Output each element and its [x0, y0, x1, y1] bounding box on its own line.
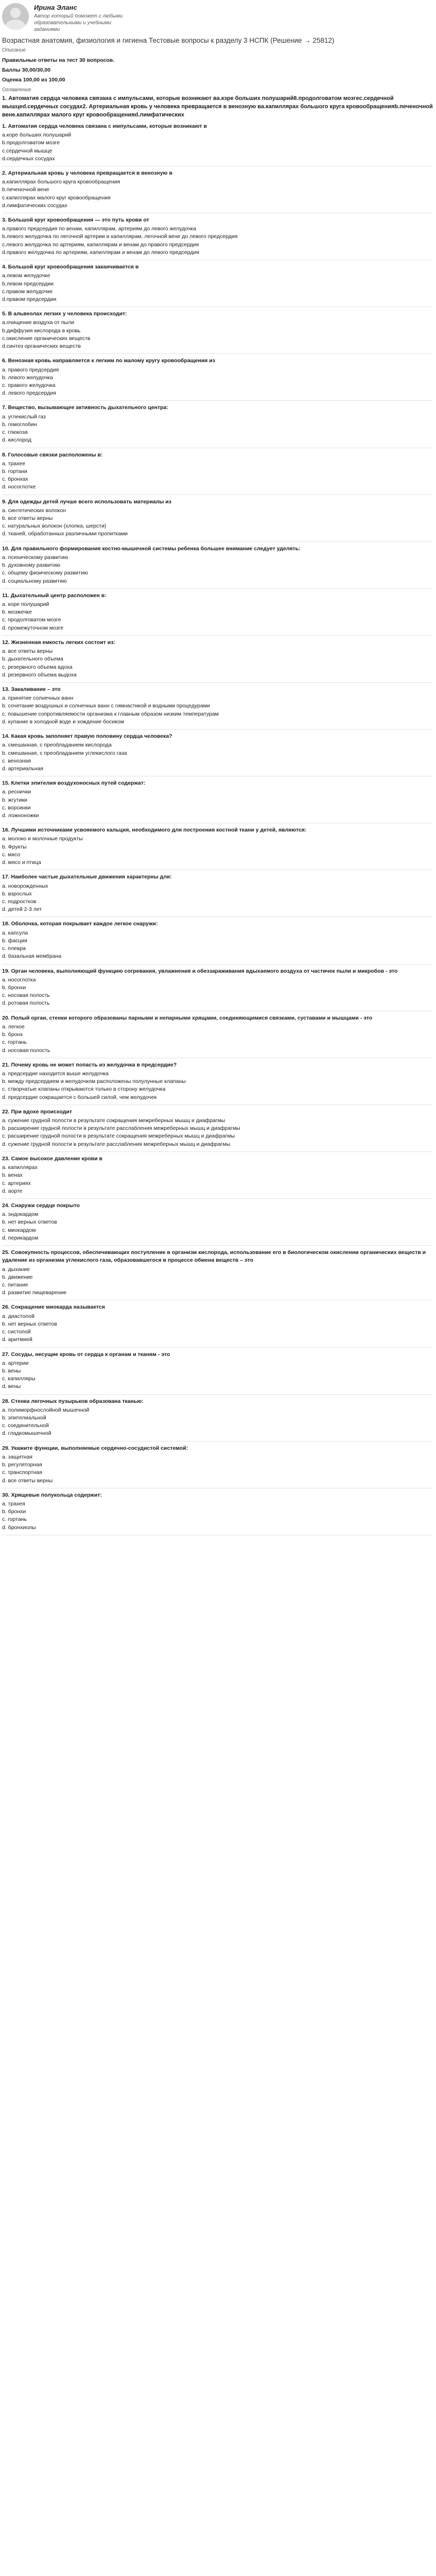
answer-option: b. нет верных ответов [2, 1219, 57, 1226]
answer-option: c. соединительной [2, 1422, 49, 1429]
answer-option: d. кислород [2, 437, 32, 444]
answer-option: c. венозная [2, 757, 31, 764]
page-title: Возрастная анатомия, физиология и гигиена Тестовые вопросы к разделу 3 НСПК (Решение → 25812) [2, 36, 335, 44]
answer-option: c. бронхах [2, 476, 28, 483]
divider [2, 682, 433, 683]
answer-option: c. транспортная [2, 1469, 42, 1476]
question-title: 2. Артериальная кровь у человека превращается в венозную в [2, 170, 172, 176]
answer-option: d. промежуточном мозге [2, 624, 64, 631]
answer-option: b.печеночной вене [2, 187, 49, 193]
answer-option: c. мясо [2, 851, 21, 858]
answer-option: a. артерии [2, 1360, 29, 1366]
answer-option: a. капсула [2, 929, 28, 936]
question-title: 24. Снаружи сердце покрыто [2, 1202, 80, 1209]
answer-option: d. социальному развитию [2, 578, 67, 584]
answer-option: d. вены [2, 1383, 21, 1390]
question-title: 12. Жизненная емкость легких состоит из: [2, 639, 115, 646]
answer-option: d. гладкомышечной [2, 1430, 51, 1437]
question-title: 25. Совокупность процессов, обеспечивающих поступление в организм кислорода, использование его в биологическом окислении органических веществ и удаление из организма углекислого газа, образовавшегося в процессе обмена веществ – это [2, 1249, 426, 1264]
answer-option: d. предсердие сокращается с большей силой, чем желудочек [2, 1094, 157, 1100]
question-title: 8. Голосовые связки расположены в: [2, 451, 103, 458]
answer-option: b. бронхи [2, 1509, 26, 1515]
answer-option: a. носоглотка [2, 976, 36, 983]
answer-option: c. створчатые клапаны открываются только в сторону желудочка [2, 1086, 166, 1093]
grade-line: Оценка 100,00 из 100,00 [2, 77, 65, 83]
answer-option: a. правого предсердия [2, 366, 59, 373]
toc-label: Оглавление [2, 87, 31, 93]
question-title: 9. Для одежды детей лучше всего использовать материалы из [2, 498, 171, 505]
question-block [2, 310, 433, 354]
question-block [2, 1249, 433, 1300]
answer-option: d. аритмией [2, 1336, 32, 1343]
answer-option: b. все ответы верны [2, 515, 53, 522]
answer-option: d. ложноножки [2, 812, 39, 819]
question-title: 7. Вещество, вызывающее активность дыхательного центра: [2, 404, 168, 411]
answer-option: c. глюкоза [2, 429, 28, 436]
question-title: 3. Большой круг кровообращения — это путь крови от [2, 217, 149, 224]
answer-option: c. гортань [2, 1039, 27, 1046]
answer-option: b.левом предсердии [2, 280, 54, 287]
question-block [2, 123, 433, 166]
description-label: Описание [2, 47, 26, 54]
question-block [2, 498, 433, 542]
question-block [2, 1445, 433, 1488]
question-title: 4. Большой круг кровообращения заканчивается в [2, 264, 139, 270]
answer-option: d. носовая полость [2, 1047, 50, 1054]
answer-option: b. фасция [2, 937, 27, 944]
answer-option: c. капилляры [2, 1376, 36, 1382]
question-title: 29. Укажите функции, выполняемые сердечно-сосудистой системой: [2, 1445, 188, 1451]
answer-option: c. правого желудочка [2, 382, 56, 388]
answer-option: c. продолговатом мозге [2, 617, 61, 623]
answer-option: c. питание [2, 1281, 28, 1288]
divider [2, 400, 433, 401]
intro-summary: 1. Автоматия сердца человека связана с импульсами, которые возникают ва.кзре больших полушарий8.продолговатом мозгеc.сердечной мышцеd.сердечных сосудах2. Артериальная кровь у человека превращается в венозную ва.капиллярах большого круга кровообращенияb.печеночной вене.капиллярах малого круг кровообращенияd.лимфатических [2, 95, 433, 118]
question-title: 11. Дыхательный центр расположен в: [2, 592, 107, 599]
answer-option: c. расширение грудной полости в результате сокращения межреберных мышц и диафрагмы [2, 1133, 235, 1140]
answer-option: a. углекислый газ [2, 413, 46, 420]
question-block [2, 733, 433, 776]
question-title: 15. Клетки эпителия воздухоносных путей содержат: [2, 780, 146, 787]
question-block [2, 1202, 433, 1246]
question-title: 1. Автоматия сердца человека связана с импульсами, которые возникают в [2, 123, 207, 129]
answer-option: b.продолговатом мозге [2, 140, 60, 146]
question-block [2, 1398, 433, 1442]
divider [2, 1198, 433, 1199]
answer-option: c.капиллярах малого круг кровообращения [2, 194, 111, 201]
answer-option: b. Фрукты [2, 843, 27, 850]
answer-option: a. трахее [2, 460, 25, 467]
question-block [2, 1108, 433, 1152]
question-block [2, 592, 433, 636]
question-title: 26. Сокращение миокарда называется [2, 1304, 105, 1311]
answer-option: c.левого желудочка по артериям, капиллярам и венам до правого предсердия [2, 241, 199, 248]
question-block [2, 451, 433, 495]
answer-option: d. носоглотке [2, 484, 36, 490]
question-title: 27. Сосуды, несущие кровь от сердца к органам и тканям - это [2, 1351, 170, 1358]
answer-option: b. жгутики [2, 796, 27, 803]
answer-option: b. левого желудочка [2, 374, 53, 381]
question-title: 14. Какая кровь заполняет правую половину сердца человека? [2, 733, 172, 740]
question-title: 19. Орган человека, выполняющий функцию согревания, увлажнения и обеззараживания вдыхаемого воздуха от частичек пыли и микробов - это [2, 968, 398, 974]
answer-option: b. расширение грудной полости в результате расслабления межреберных мышц и диафрагмы [2, 1125, 240, 1132]
answer-option: a. молоко и молочные продукты [2, 836, 83, 842]
question-block [2, 686, 433, 730]
answer-option: c.окисление органических веществ [2, 335, 91, 342]
divider [2, 1394, 433, 1395]
answer-option: a. психическому развитию [2, 554, 68, 561]
question-block [2, 1061, 433, 1105]
question-title: 21. Почему кровь не может попасть из желудочка в предсердие? [2, 1061, 177, 1068]
answer-option: d. аорте [2, 1188, 23, 1194]
answer-option: b. взрослых [2, 890, 32, 897]
question-block [2, 545, 433, 589]
answer-option: a. все ответы верны [2, 648, 53, 655]
question-title: 23. Самое высокое давление крови в [2, 1155, 102, 1162]
author-info [34, 3, 137, 33]
question-title: 20. Полый орган, стенки которого образованы парными и непарными хрящами, соединяющимися связками, суставами и мышцами - это [2, 1014, 373, 1021]
answer-option: c. натуральных волокон (хлопка, шерсти) [2, 523, 107, 530]
divider [2, 1245, 433, 1246]
divider [2, 541, 433, 542]
answer-option: d. ротовая полость [2, 1000, 50, 1007]
divider [2, 588, 433, 589]
answer-option: d. перикардом [2, 1234, 39, 1241]
answer-option: a. коре полушарий [2, 601, 49, 608]
answer-option: c. ворсинки [2, 804, 31, 811]
answer-option: a. дыхание [2, 1266, 30, 1273]
answer-option: b. сочетание воздушных и солнечных ванн с гимнастикой и водными процедурами [2, 703, 210, 709]
answer-option: d.синтез органических веществ [2, 343, 81, 350]
question-title: 5. В альвеолах легких у человека происходит: [2, 311, 127, 317]
answer-option: d.правом предсердии [2, 296, 57, 303]
question-block [2, 170, 433, 213]
answer-option: b. гортани [2, 468, 27, 474]
correct-answers-info: Правильные ответы на тест 30 вопросов. [2, 57, 115, 63]
question-title: 16. Лучшими источниками усвояемого кальция, необходимого для построения костной ткани у детей, являются: [2, 827, 307, 834]
answer-option: a. защитная [2, 1453, 32, 1460]
answer-option: b.левого желудочка по легочной артерии и капиллярам, легочной вене до левого предсердия [2, 233, 238, 240]
questions-list [2, 123, 433, 1535]
question-title: 30. Хрящевые полукольца содержит: [2, 1492, 102, 1498]
answer-option: c. повышение сопротивляемости организма к главным образом низким температурам [2, 710, 219, 717]
answer-option: c. носовая полость [2, 992, 50, 999]
answer-option: a. реснички [2, 789, 31, 795]
answer-option: a. диастолой [2, 1313, 35, 1319]
answer-option: d. развитие пищеварение [2, 1290, 67, 1296]
answer-option: b. движение [2, 1274, 33, 1280]
answer-option: c.правом желудочке [2, 288, 53, 295]
divider [2, 1441, 433, 1442]
answer-option: c. миокардом [2, 1227, 36, 1233]
question-block [2, 263, 433, 307]
answer-option: b. регуляторная [2, 1462, 42, 1468]
divider [2, 353, 433, 354]
answer-option: a. полиморфнослойной мышечной [2, 1406, 90, 1413]
answer-option: d. левого предсердия [2, 390, 56, 397]
answer-option: a. трахея [2, 1501, 25, 1507]
question-block [2, 1155, 433, 1199]
question-title: 28. Стенка легочных пузырьков образована тканью: [2, 1398, 144, 1404]
answer-option: a.левом желудочке [2, 273, 50, 279]
divider [2, 729, 433, 730]
answer-option: c. общему физическому развитию [2, 570, 88, 577]
answer-option: d. базальная мембрана [2, 953, 62, 960]
divider [2, 1151, 433, 1152]
author-name[interactable]: Ирина Эланс [34, 4, 77, 11]
question-title: 6. Венозная кровь направляется к легким по малому кругу кровообращения из [2, 358, 215, 364]
question-block [2, 1351, 433, 1395]
answer-option: a.очищение воздуха от пыли [2, 319, 75, 326]
answer-option: d. все ответы верны [2, 1477, 53, 1484]
question-block [2, 357, 433, 401]
answer-option: c. гортань [2, 1516, 27, 1523]
answer-option: a. принятие солнечных ванн [2, 695, 74, 702]
answer-option: c. систолой [2, 1329, 31, 1335]
question-block [2, 1492, 433, 1535]
answer-option: a.правого предсердия по венам, капиллярам, артериям до левого желудочка [2, 226, 197, 232]
answer-option: c. подростков [2, 899, 37, 905]
question-block [2, 1303, 433, 1347]
question-block [2, 920, 433, 964]
answer-option: b. мозжечке [2, 609, 32, 616]
answer-option: a.капиллярах большого круга кровообращения [2, 179, 120, 185]
answer-option: a. капиллярах [2, 1164, 38, 1171]
answer-option: b. нет верных ответов [2, 1320, 57, 1327]
answer-option: d. резервного объема выдоха [2, 671, 77, 678]
answer-option: a. синтетических волокон [2, 507, 66, 514]
question-block [2, 1014, 433, 1058]
question-block [2, 826, 433, 870]
answer-option: b. венах [2, 1172, 23, 1179]
answer-option: d.правого желудочка по артериям, капиллярам и венам до левого предсердия [2, 249, 199, 256]
avatar[interactable] [2, 3, 29, 30]
score-line: Баллы 30,00/30,00 [2, 67, 51, 74]
answer-option: b. духовному развитию [2, 562, 61, 569]
question-title: 17. Наиболее частые дыхательные движения характерны для: [2, 874, 172, 880]
answer-option: b. бронх [2, 1031, 23, 1038]
answer-option: d.сердечных сосудах [2, 155, 55, 162]
answer-option: d. бронхиолы [2, 1524, 36, 1531]
question-title: 13. Закаливание – это [2, 686, 61, 692]
answer-option: a. новорожденных [2, 883, 48, 889]
question-title: 18. Оболочка, которая покрывает каждое легкое снаружи: [2, 921, 158, 927]
question-title: 10. Для правильного формирования костно-мышечной системы ребенка большее внимание следует уделять: [2, 545, 301, 552]
answer-option: c.сердечной мышце [2, 147, 53, 154]
question-block [2, 873, 433, 917]
answer-option: a. сужение грудной полости в результате сокращения межреберных мышц и диафрагмы [2, 1117, 225, 1124]
answer-option: c. плевра [2, 945, 26, 952]
answer-option: d. артериальная [2, 765, 44, 772]
answer-option: b. гемоглобин [2, 421, 37, 428]
answer-option: d. мясо и птица [2, 859, 41, 866]
answer-option: b. вены [2, 1367, 21, 1374]
answer-option: b. смешанная, с преобладанием углекислого газа [2, 750, 127, 756]
author-tagline: Автор который поможет с любыми образовательными и учебными заданиями [34, 13, 123, 32]
answer-option: d. сужение грудной полости в результате расслабления межреберных мышц и диафрагмы [2, 1141, 231, 1147]
answer-option: b. эпителиальной [2, 1415, 46, 1421]
answer-option: a. эндокардом [2, 1211, 39, 1218]
question-title: 22. При вдохе происходит [2, 1108, 72, 1115]
answer-option: a.коре больших полушарий [2, 132, 72, 139]
answer-option: b. между предсердием и желудочком расположены полулунные клапаны [2, 1078, 186, 1085]
question-block [2, 968, 433, 1011]
author-block [2, 3, 433, 33]
answer-option: c. артериях [2, 1180, 31, 1187]
answer-option: b. дыхательного объема [2, 656, 63, 663]
answer-option: c. резервного объема вдоха [2, 664, 73, 670]
answer-option: d. купание в холодной воде и хождение босиком [2, 718, 124, 725]
answer-option: a. смешанная, с преобладанием кислорода [2, 742, 112, 749]
divider [2, 1347, 433, 1348]
answer-option: b.диффузия кислорода в кровь [2, 327, 81, 334]
question-block [2, 779, 433, 823]
answer-option: d.лимфатических сосудах [2, 202, 67, 209]
answer-option: a. предсердие находится выше желудочка [2, 1070, 109, 1077]
question-block [2, 639, 433, 683]
answer-option: d. тканей, обработанных различными пропитками [2, 531, 128, 537]
question-block [2, 216, 433, 260]
answer-option: d. детей 2-3 лет [2, 906, 42, 913]
answer-option: b. бронхи [2, 984, 26, 991]
question-block [2, 404, 433, 448]
answer-option: a. легкое [2, 1023, 25, 1030]
divider [2, 635, 433, 636]
